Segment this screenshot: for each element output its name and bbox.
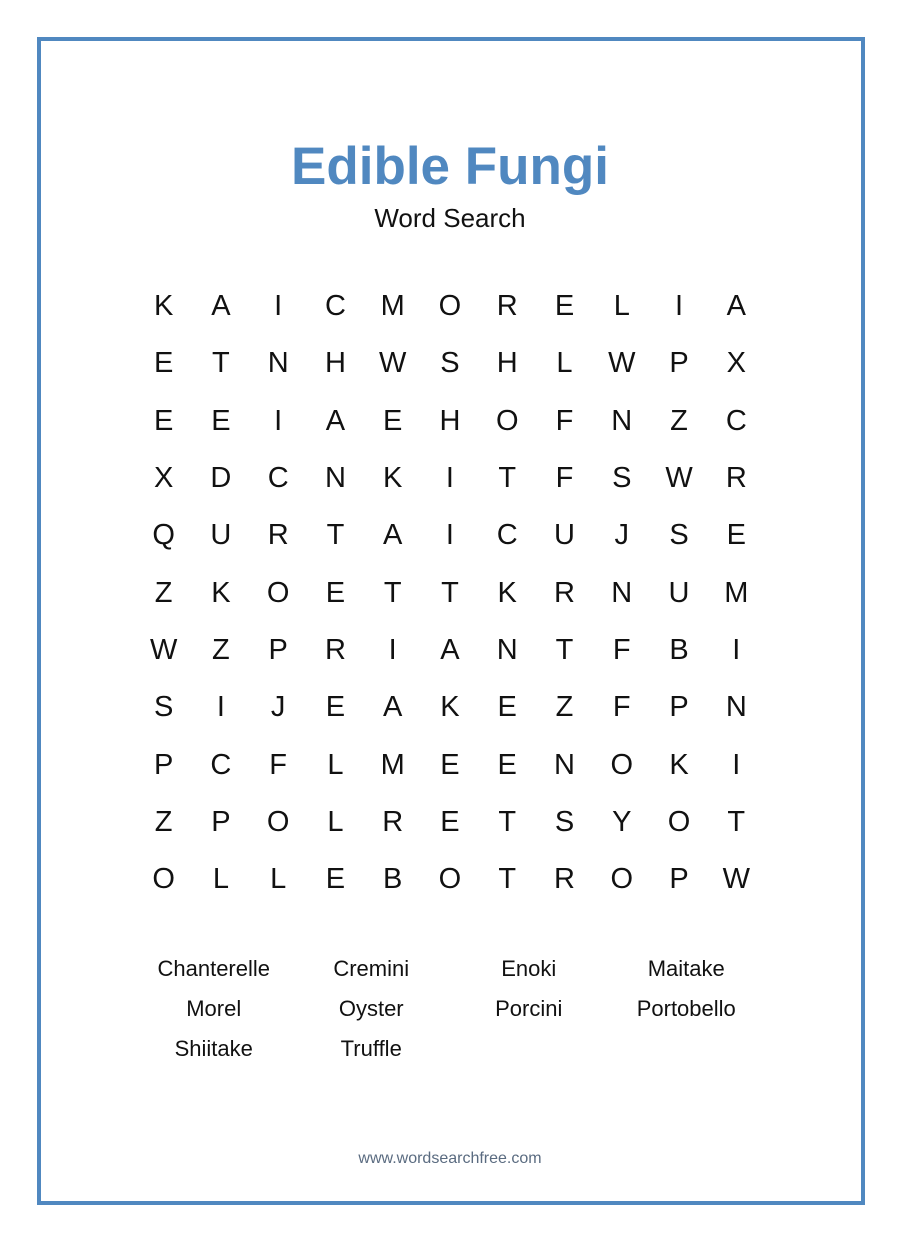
grid-letter: E — [440, 805, 460, 838]
grid-letter: T — [498, 863, 517, 896]
grid-letter: C — [496, 519, 518, 552]
grid-letter: Z — [212, 633, 230, 666]
grid-letter: W — [379, 347, 407, 380]
grid-letter: L — [327, 805, 344, 838]
grid-letter: P — [669, 691, 689, 724]
word-list-item: Enoki — [501, 956, 557, 981]
word-list-item: Oyster — [338, 996, 404, 1021]
grid-letter: Z — [555, 691, 574, 724]
grid-letter: W — [608, 347, 636, 380]
grid-letter: S — [612, 462, 632, 495]
grid-letter: C — [725, 404, 747, 437]
grid-letter: W — [149, 633, 178, 666]
grid-letter: X — [726, 347, 746, 380]
grid-letter: E — [440, 748, 460, 781]
grid-letter: E — [325, 863, 346, 896]
grid-letter: S — [153, 691, 174, 724]
grid-letter: P — [211, 805, 231, 838]
grid-letter: A — [383, 691, 403, 724]
grid-letter: R — [554, 863, 575, 896]
grid-letter: E — [153, 347, 174, 380]
word-list-item: Maitake — [647, 956, 725, 981]
grid-letter: O — [610, 748, 634, 781]
grid-letter: N — [496, 633, 518, 666]
grid-letter: U — [554, 519, 575, 552]
grid-letter: K — [440, 691, 460, 724]
word-list — [135, 952, 765, 1072]
grid-letter: O — [266, 805, 290, 838]
grid-letter: N — [554, 748, 575, 781]
grid-letter: I — [216, 691, 225, 724]
grid-letter: I — [388, 633, 397, 666]
grid-letter: Q — [152, 519, 175, 552]
grid-letter: L — [327, 748, 344, 781]
grid-letter: A — [726, 290, 746, 323]
grid-letter: B — [669, 633, 689, 666]
grid-letter: O — [266, 576, 290, 609]
footer-url: www.wordsearchfree.com — [358, 1150, 542, 1167]
word-list-item: Porcini — [495, 996, 563, 1021]
word-list-item: Shiitake — [174, 1036, 253, 1061]
grid-letter: O — [152, 863, 175, 896]
grid-letter: C — [267, 462, 289, 495]
grid-letter: W — [722, 863, 750, 896]
grid-letter: T — [498, 805, 517, 838]
grid-letter: I — [445, 519, 454, 552]
grid-letter: M — [724, 576, 749, 609]
word-list-item: Portobello — [636, 996, 736, 1021]
grid-letter: N — [611, 576, 633, 609]
grid-letter: R — [382, 805, 404, 838]
grid-letter: F — [555, 404, 574, 437]
grid-letter: T — [212, 347, 230, 380]
word-list-item: Truffle — [340, 1036, 402, 1061]
grid-letter: M — [380, 748, 405, 781]
puzzle-title: Edible Fungi — [291, 137, 609, 196]
grid-letter: S — [669, 519, 689, 552]
grid-letter: N — [725, 691, 747, 724]
grid-letter: O — [438, 290, 462, 323]
grid-letter: D — [210, 462, 232, 495]
word-list-item: Morel — [186, 996, 242, 1021]
grid-letter: T — [555, 633, 574, 666]
grid-letter: E — [325, 691, 346, 724]
grid-letter: T — [498, 462, 517, 495]
grid-letter: Z — [154, 576, 173, 609]
grid-letter: K — [669, 748, 689, 781]
grid-letter: R — [267, 519, 289, 552]
grid-letter: N — [324, 462, 346, 495]
grid-letter: A — [325, 404, 346, 437]
grid-letter: E — [554, 290, 575, 323]
grid-letter: I — [674, 290, 684, 323]
puzzle-subtitle: Word Search — [374, 203, 526, 233]
grid-letter: I — [274, 404, 283, 437]
grid-letter: H — [439, 404, 461, 437]
grid-letter: P — [268, 633, 288, 666]
grid-letter: U — [668, 576, 690, 609]
grid-letter: O — [438, 863, 462, 896]
grid-letter: P — [153, 748, 174, 781]
grid-letter: K — [383, 462, 403, 495]
grid-letter: Z — [154, 805, 173, 838]
grid-letter: Y — [612, 805, 632, 838]
grid-letter: S — [554, 805, 575, 838]
grid-letter: I — [445, 462, 454, 495]
grid-letter: A — [211, 290, 231, 323]
grid-letter: K — [497, 576, 517, 609]
grid-letter: B — [383, 863, 403, 896]
grid-letter: A — [440, 633, 460, 666]
grid-letter: T — [727, 805, 746, 838]
grid-letter: P — [669, 347, 689, 380]
grid-letter: C — [324, 290, 346, 323]
grid-letter: E — [497, 691, 517, 724]
grid-letter: R — [324, 633, 346, 666]
grid-letter: I — [732, 633, 741, 666]
grid-letter: O — [610, 863, 634, 896]
grid-letter: R — [496, 290, 518, 323]
grid-letter: O — [495, 404, 519, 437]
grid-letter: J — [270, 691, 286, 724]
grid-letter: E — [497, 748, 517, 781]
grid-letter: F — [269, 748, 288, 781]
grid-letter: J — [614, 519, 629, 552]
grid-letter: L — [556, 347, 573, 380]
grid-letter: T — [383, 576, 402, 609]
grid-letter: E — [726, 519, 746, 552]
grid-letter: K — [211, 576, 231, 609]
word-list-item: Chanterelle — [157, 956, 270, 981]
grid-letter: M — [380, 290, 405, 323]
grid-letter: R — [554, 576, 575, 609]
grid-letter: N — [267, 347, 289, 380]
grid-letter: I — [274, 290, 283, 323]
grid-letter: O — [667, 805, 691, 838]
grid-letter: H — [324, 347, 346, 380]
grid-letter: T — [441, 576, 459, 609]
grid-letter: E — [383, 404, 403, 437]
word-list-item: Cremini — [333, 956, 410, 981]
grid-letter: L — [270, 863, 287, 896]
grid-letter: A — [383, 519, 403, 552]
grid-letter: F — [612, 691, 631, 724]
grid-letter: F — [612, 633, 631, 666]
letter-grid — [135, 278, 765, 908]
grid-letter: N — [611, 404, 633, 437]
grid-letter: F — [555, 462, 574, 495]
grid-letter: H — [496, 347, 518, 380]
grid-letter: E — [153, 404, 174, 437]
grid-letter: L — [613, 290, 630, 323]
grid-letter: W — [665, 462, 693, 495]
grid-letter: I — [732, 748, 741, 781]
grid-letter: E — [211, 404, 231, 437]
grid-letter: L — [212, 863, 229, 896]
grid-letter: T — [326, 519, 345, 552]
grid-letter: E — [325, 576, 346, 609]
grid-letter: R — [725, 462, 747, 495]
grid-letter: S — [440, 347, 460, 380]
grid-letter: X — [153, 462, 174, 495]
grid-letter: Z — [670, 404, 688, 437]
grid-letter: K — [153, 290, 174, 323]
grid-letter: C — [210, 748, 232, 781]
grid-letter: P — [669, 863, 689, 896]
grid-letter: U — [210, 519, 232, 552]
